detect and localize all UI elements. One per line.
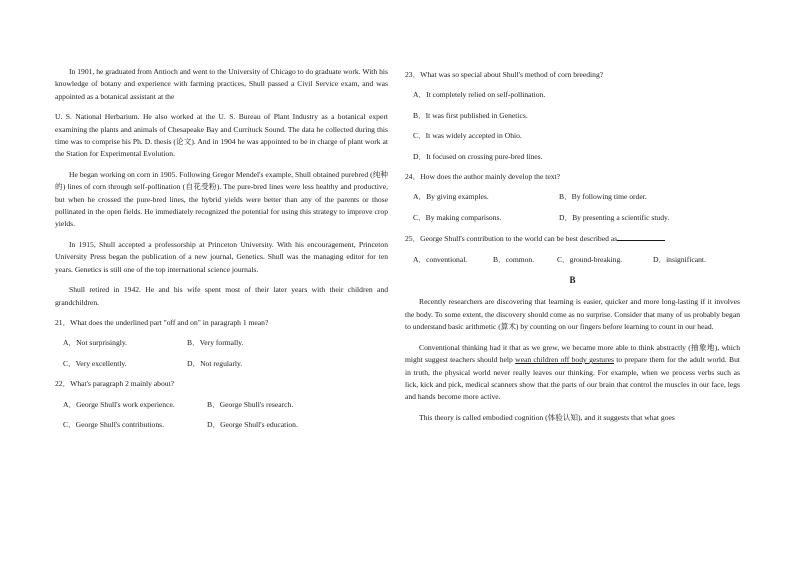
section-b-paragraph-2 [405, 342, 740, 404]
question-22-option-c: C．George Shull's contributions. [63, 419, 164, 429]
passage-paragraph-1: In 1901, he graduated from Antioch and went to the University of Chicago to do graduate work. With his knowledge of botany and experience with farming practices, Shull passed a Civil Service exam, and was appointed as a botanical assistant at the [55, 67, 388, 101]
question-22-stem: 22．What's paragraph 2 mainly about? [55, 379, 175, 389]
question-23-option-c: C．It was widely accepted in Ohio. [413, 131, 522, 141]
section-b-paragraph-2-start: Conventional thinking had it that as we grew, we became more able to think abstractly (抽象地), which might suggest teachers should help [405, 342, 740, 365]
question-21-option-c: C．Very excellently. [63, 358, 127, 368]
question-21-option-b: B．Very formally. [187, 338, 244, 348]
question-23-option-a: A．It completely relied on self-pollination. [413, 90, 546, 100]
passage-paragraph-2: U. S. National Herbarium. He also worked at the U. S. Bureau of Plant Industry as a botanical expert examining the plants and animals of Chesapeake Bay and Currituck Sound. The data he collected during this time was to comprise his Ph. D. thesis (论文). And in 1904 he was appointed to be in charge of plant work at the Station for Experimental Evolution. [55, 112, 388, 159]
question-24-options-row1 [405, 191, 740, 203]
section-b-paragraph-1: Recently researchers are discovering that learning is easier, quicker and more long-lasting if it involves the body. To some extent, the discovery should come as no surprise. Consider that many of us probably began to understand basic arithmetic (算术) by counting on our fingers before learning to count in our head. [405, 297, 740, 332]
passage-paragraph-5: Shull retired in 1942. He and his wife spent most of their later years with their children and grandchildren. [55, 285, 388, 307]
passage-paragraph-4: In 1915, Shull accepted a professorship at Princeton University. With his encouragement, Princeton University Press began the publication of a new journal, Genetics. Shull was the managing editor for ten years. Genetics is still one of the top international science journals. [55, 239, 388, 274]
question-25-options [405, 254, 740, 266]
question-25-option-d: D．insignificant. [653, 254, 706, 264]
question-21-option-a: A．Not surprisingly. [63, 338, 128, 348]
question-24-options-row2 [405, 212, 740, 224]
question-21-stem: 21．What does the underlined part "off and on" in paragraph 1 mean? [55, 317, 269, 327]
question-22-option-d: D．George Shull's education. [207, 419, 298, 429]
question-22-options-row1 [55, 399, 388, 411]
question-24-stem: 24．How does the author mainly develop the text? [405, 172, 561, 182]
section-b-paragraph-2-end: to prepare them for the adult world. But in truth, the physical world never really leaves our thinking. For example, when we process verbs such as lick, kick and pick, medical scanners show that the parts of our brain that control the muscles in our face, legs and hands become more active. [405, 355, 740, 402]
question-24-option-a: A．By giving examples. [413, 192, 489, 202]
question-25-option-b: B．common. [493, 254, 535, 264]
question-22-options-row2 [55, 419, 388, 431]
section-b-heading: B [569, 275, 576, 286]
answer-blank [617, 232, 665, 241]
question-21-options-row1 [55, 337, 388, 349]
question-24-option-b: B．By following time order. [559, 192, 647, 202]
question-21-option-d: D．Not regularly. [187, 358, 243, 368]
question-23-option-d: D．It focused on crossing pure-bred lines. [413, 151, 543, 161]
underlined-phrase: wean children off body gestures [515, 355, 614, 365]
question-23-option-b: B．It was first published in Genetics. [413, 110, 528, 120]
question-21-options-row2 [55, 358, 388, 370]
question-25-stem-text: 25．George Shull's contribution to the world can be best described as [405, 234, 618, 244]
question-25-option-c: C．ground-breaking. [557, 254, 623, 264]
question-25-stem [405, 232, 740, 245]
question-24-option-d: D．By presenting a scientific study. [559, 212, 670, 222]
question-25-option-a: A．conventional. [413, 254, 468, 264]
left-column [55, 66, 388, 439]
question-22-option-a: A．George Shull's work experience. [63, 399, 175, 409]
section-b-paragraph-3: This theory is called embodied cognition (体验认知), and it suggests that what goes [419, 412, 675, 422]
question-23-stem: 23．What was so special about Shull's method of corn breeding? [405, 70, 604, 79]
passage-paragraph-3: He began working on corn in 1905. Following Gregor Mendel's example, Shull obtained purebred (纯种的) lines of corn through self-pollination (自花受粉). The pure-bred lines were less healthy and productive, but when he crossed the pure-bred lines, the hybrid yields were better than any of the parents or those pollinated in the open fields. He immediately recognized the potential for using this strategy to improve crop yields. [55, 169, 388, 229]
question-22-option-b: B．George Shull's research. [207, 399, 294, 409]
question-24-option-c: C．By making comparisons. [413, 212, 502, 222]
right-column [405, 69, 740, 432]
